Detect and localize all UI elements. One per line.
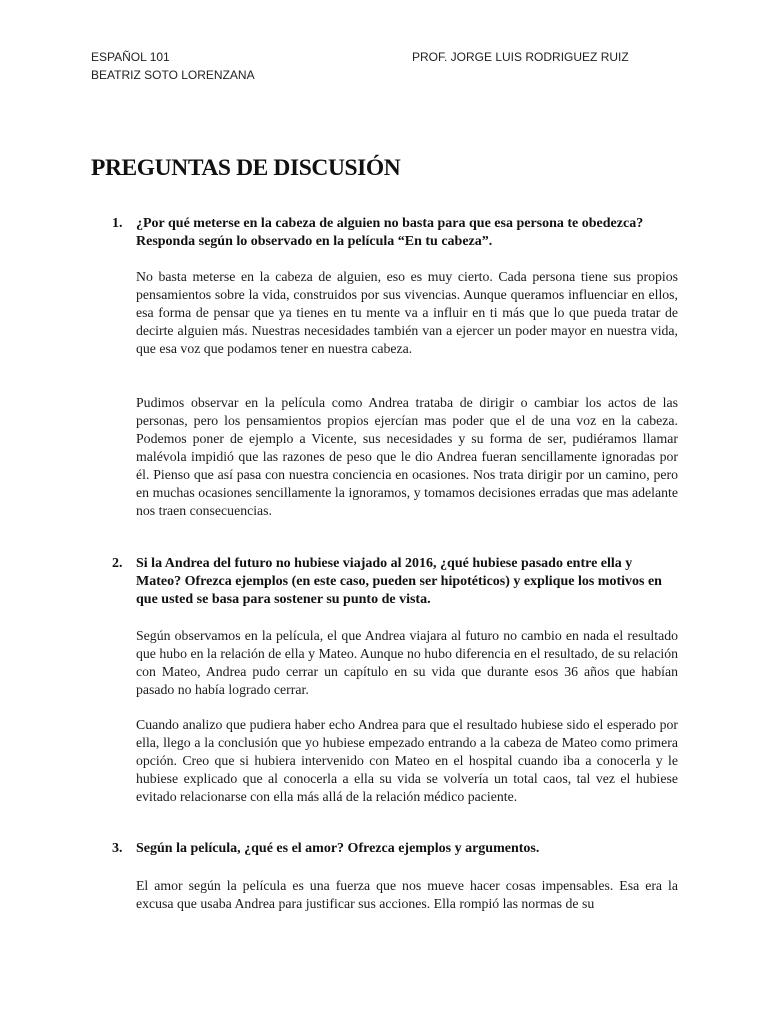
document-header bbox=[91, 48, 651, 84]
question-number: 1. bbox=[112, 216, 123, 231]
answer-paragraph: No basta meterse en la cabeza de alguien, eso es muy cierto. Cada persona tiene sus propios pensamientos sobre la vida, construidos por sus vivencias. Aunque queramos influenciar en ellos, esa forma de pensar que ya tienes en tu mente va a influir en ti más que lo que pueda tratar de decirte alguien más. Nuestras necesidades también van a ejercer un poder mayor en nuestra vida, que esa voz que podamos tener en nuestra cabeza. bbox=[136, 269, 678, 356]
student-name: BEATRIZ SOTO LORENZANA bbox=[91, 68, 255, 82]
question-text: Según la película, ¿qué es el amor? Ofrezca ejemplos y argumentos. bbox=[136, 841, 540, 856]
question-number: 2. bbox=[112, 556, 123, 571]
professor-name: PROF. JORGE LUIS RODRIGUEZ RUIZ bbox=[412, 50, 629, 64]
question-3 bbox=[91, 840, 678, 858]
question-1 bbox=[91, 215, 678, 251]
question-text: Si la Andrea del futuro no hubiese viajado al 2016, ¿qué hubiese pasado entre ella y Mateo? Ofrezca ejemplos (en este caso, pueden ser hipotéticos) y explique los motivos en que usted se basa para sostener su punto de vista. bbox=[136, 556, 662, 607]
page-title: PREGUNTAS DE DISCUSIÓN bbox=[91, 155, 401, 181]
question-text: ¿Por qué meterse en la cabeza de alguien no basta para que esa persona te obedezca? Responda según lo observado en la película “En tu cabeza”. bbox=[136, 216, 644, 249]
answer-paragraph: Según observamos en la película, el que Andrea viajara al futuro no cambio en nada el resultado que hubo en la relación de ella y Mateo. Aunque no hubo diferencia en el resultado, de su relación con Mateo, Andrea pudo cerrar un capítulo en su vida que durante esos 36 años que habían pasado no había logrado cerrar. bbox=[136, 628, 678, 697]
answer-paragraph: Cuando analizo que pudiera haber echo Andrea para que el resultado hubiese sido el esperado por ella, llego a la conclusión que yo hubiese empezado entrando a la cabeza de Mateo como primera opción. Creo que si hubiera intervenido con Mateo en el hospital cuando iba a conocerla y le hubiese explicado que al conocerla a ella su vida se volvería un total caos, tal vez el hubiese evitado relacionarse con ella más allá de la relación médico paciente. bbox=[136, 717, 678, 804]
question-number: 3. bbox=[112, 841, 123, 856]
question-2 bbox=[91, 555, 678, 609]
answer-paragraph: El amor según la película es una fuerza que nos mueve hacer cosas impensables. Esa era la excusa que usaba Andrea para justificar sus acciones. Ella rompió las normas de su bbox=[136, 878, 678, 911]
course-name: ESPAÑOL 101 bbox=[91, 50, 170, 64]
answer-paragraph: Pudimos observar en la película como Andrea trataba de dirigir o cambiar los actos de las personas, pero los pensamientos propios ejercían mas poder que el de una voz en la cabeza. Podemos poner de ejemplo a Vicente, sus necesidades y su forma de ser, pudiéramos llamar malévola impidió que las razones de peso que le dio Andrea fueran sencillamente ignoradas por él. Pienso que así pasa con nuestra conciencia en ocasiones. Nos trata dirigir por un camino, pero en muchas ocasiones sencillamente la ignoramos, y tomamos decisiones erradas que mas adelante nos traen consecuencias. bbox=[136, 395, 678, 518]
